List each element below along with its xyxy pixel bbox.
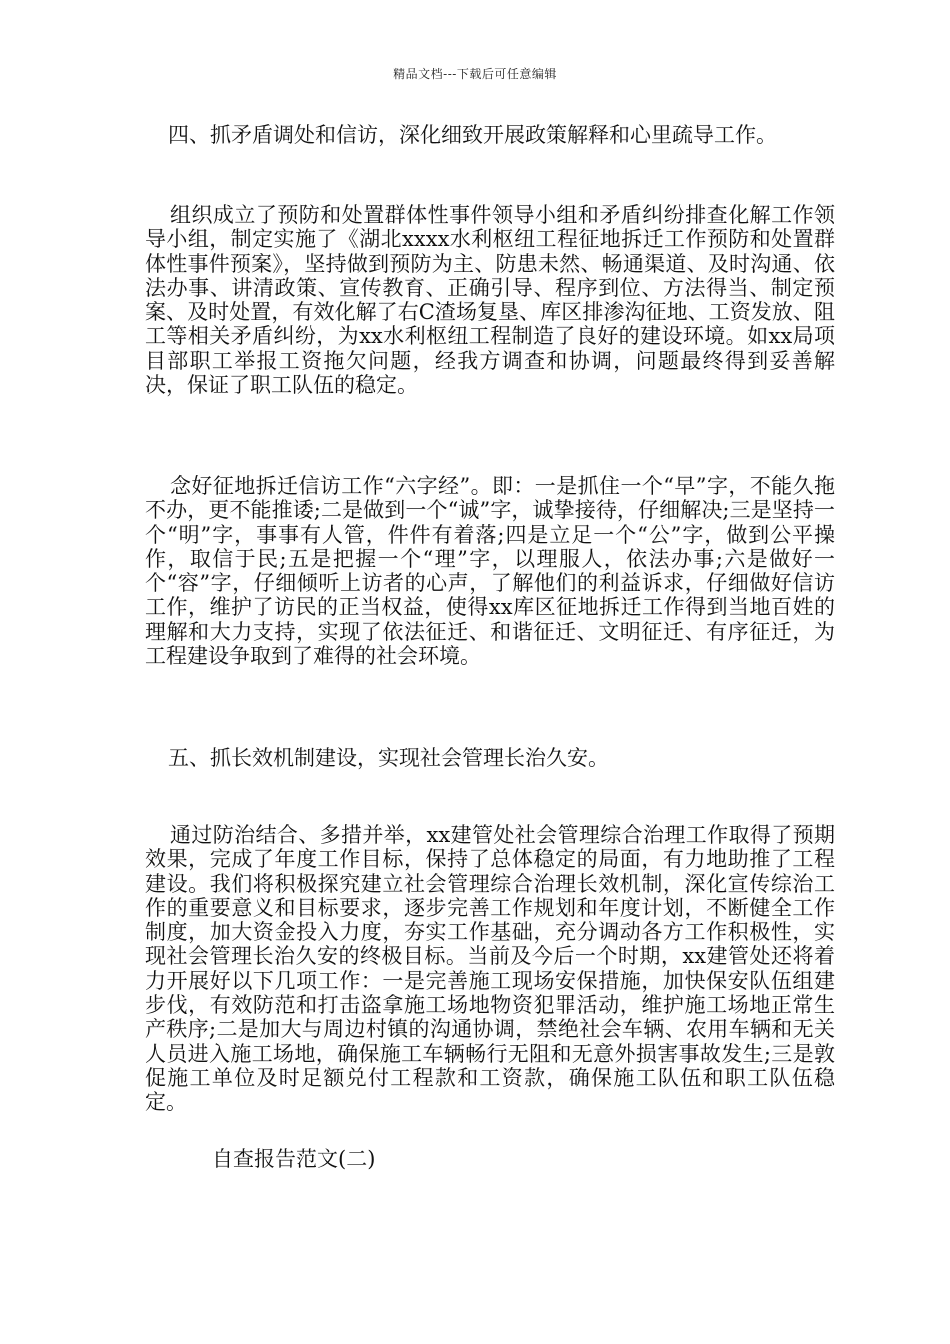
section-4-heading: 四、抓矛盾调处和信访，深化细致开展政策解释和心里疏导工作。: [168, 123, 777, 147]
document-subtitle: 自查报告范文(二): [212, 1147, 376, 1171]
section-5-paragraph-1: 通过防治结合、多措并举，xx建管处社会管理综合治理工作取得了预期效果，完成了年度工作目标，保持了总体稳定的局面，有力地助推了工程建设。我们将积极探究建立社会管理综合治理长效机制，深化宣传综治工作的重要意义和目标要求，逐步完善工作规划和年度计划，不断健全工作制度，加大资金投入力度，夯实工作基础，充分调动各方工作积极性，实现社会管理长治久安的终极目标。当前及今后一个时期，xx建管处还将着力开展好以下几项工作：一是完善施工现场安保措施，加快保安队伍组建步伐，有效防范和打击盗拿施工场地物资犯罪活动，维护施工场地正常生产秩序;二是加大与周边村镇的沟通协调，禁绝社会车辆、农用车辆和无关人员进入施工场地，确保施工车辆畅行无阻和无意外损害事故发生;三是敦促施工单位及时足额兑付工程款和工资款，确保施工队伍和职工队伍稳定。: [145, 823, 835, 1115]
section-4-paragraph-2: 念好征地拆迁信访工作“六字经”。即：一是抓住一个“早”字，不能久拖不办，更不能推诿;二是做到一个“诚”字，诚挚接待，仔细解决;三是坚持一个“明”字，事事有人管，件件有着落;四是立足一个“公”字，做到公平操作，取信于民;五是把握一个“理”字，以理服人，依法办事;六是做好一个“容”字，仔细倾听上访者的心声，了解他们的利益诉求，仔细做好信访工作，维护了访民的正当权益，使得xx库区征地拆迁工作得到当地百姓的理解和大力支持，实现了依法征迁、和谐征迁、文明征迁、有序征迁，为工程建设争取到了难得的社会环境。: [145, 474, 835, 669]
page-header: 精品文档---下载后可任意编辑: [393, 67, 557, 81]
section-4-paragraph-1: 组织成立了预防和处置群体性事件领导小组和矛盾纠纷排查化解工作领导小组，制定实施了《湖北xxxx水利枢纽工程征地拆迁工作预防和处置群体性事件预案》，坚持做到预防为主、防患未然、畅通渠道、及时沟通、依法办事、讲清政策、宣传教育、正确引导、程序到位、方法得当、制定预案、及时处置，有效化解了右C渣场复垦、库区排渗沟征地、工资发放、阻工等相关矛盾纠纷，为xx水利枢纽工程制造了良好的建设环境。如xx局项目部职工举报工资拖欠问题，经我方调查和协调，问题最终得到妥善解决，保证了职工队伍的稳定。: [145, 203, 835, 398]
section-5-heading: 五、抓长效机制建设，实现社会管理长治久安。: [168, 746, 609, 770]
